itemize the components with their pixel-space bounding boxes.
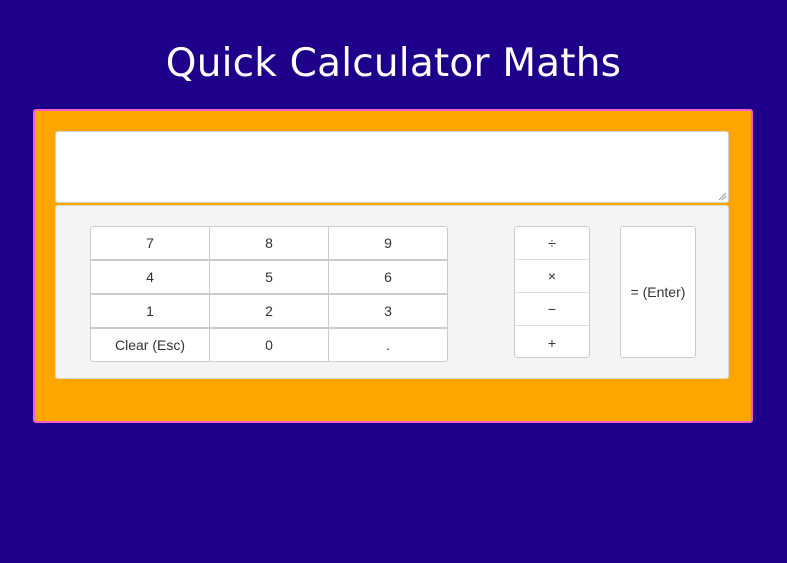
clear-button[interactable]: Clear (Esc)	[90, 328, 210, 362]
key-9[interactable]: 9	[328, 226, 448, 260]
subtract-button[interactable]: −	[515, 293, 589, 326]
key-0[interactable]: 0	[209, 328, 329, 362]
divide-button[interactable]: ÷	[515, 227, 589, 260]
add-button[interactable]: +	[547, 334, 557, 351]
multiply-button[interactable]: ×	[515, 260, 589, 293]
key-6[interactable]: 6	[328, 260, 448, 294]
key-decimal[interactable]: .	[328, 328, 448, 362]
calculator-frame	[33, 109, 753, 423]
key-4[interactable]: 4	[90, 260, 210, 294]
number-keypad	[90, 226, 448, 361]
equals-button[interactable]: = (Enter)	[620, 226, 696, 358]
display-textarea[interactable]	[55, 131, 729, 203]
key-7[interactable]: 7	[90, 226, 210, 260]
resize-grip-icon[interactable]	[718, 192, 726, 200]
keypad-panel	[55, 205, 729, 379]
key-5[interactable]: 5	[209, 260, 329, 294]
page-title: Quick Calculator Maths	[165, 41, 622, 86]
key-1[interactable]: 1	[90, 294, 210, 328]
key-8[interactable]: 8	[209, 226, 329, 260]
key-3[interactable]: 3	[328, 294, 448, 328]
key-2[interactable]: 2	[209, 294, 329, 328]
operator-group	[514, 226, 590, 358]
